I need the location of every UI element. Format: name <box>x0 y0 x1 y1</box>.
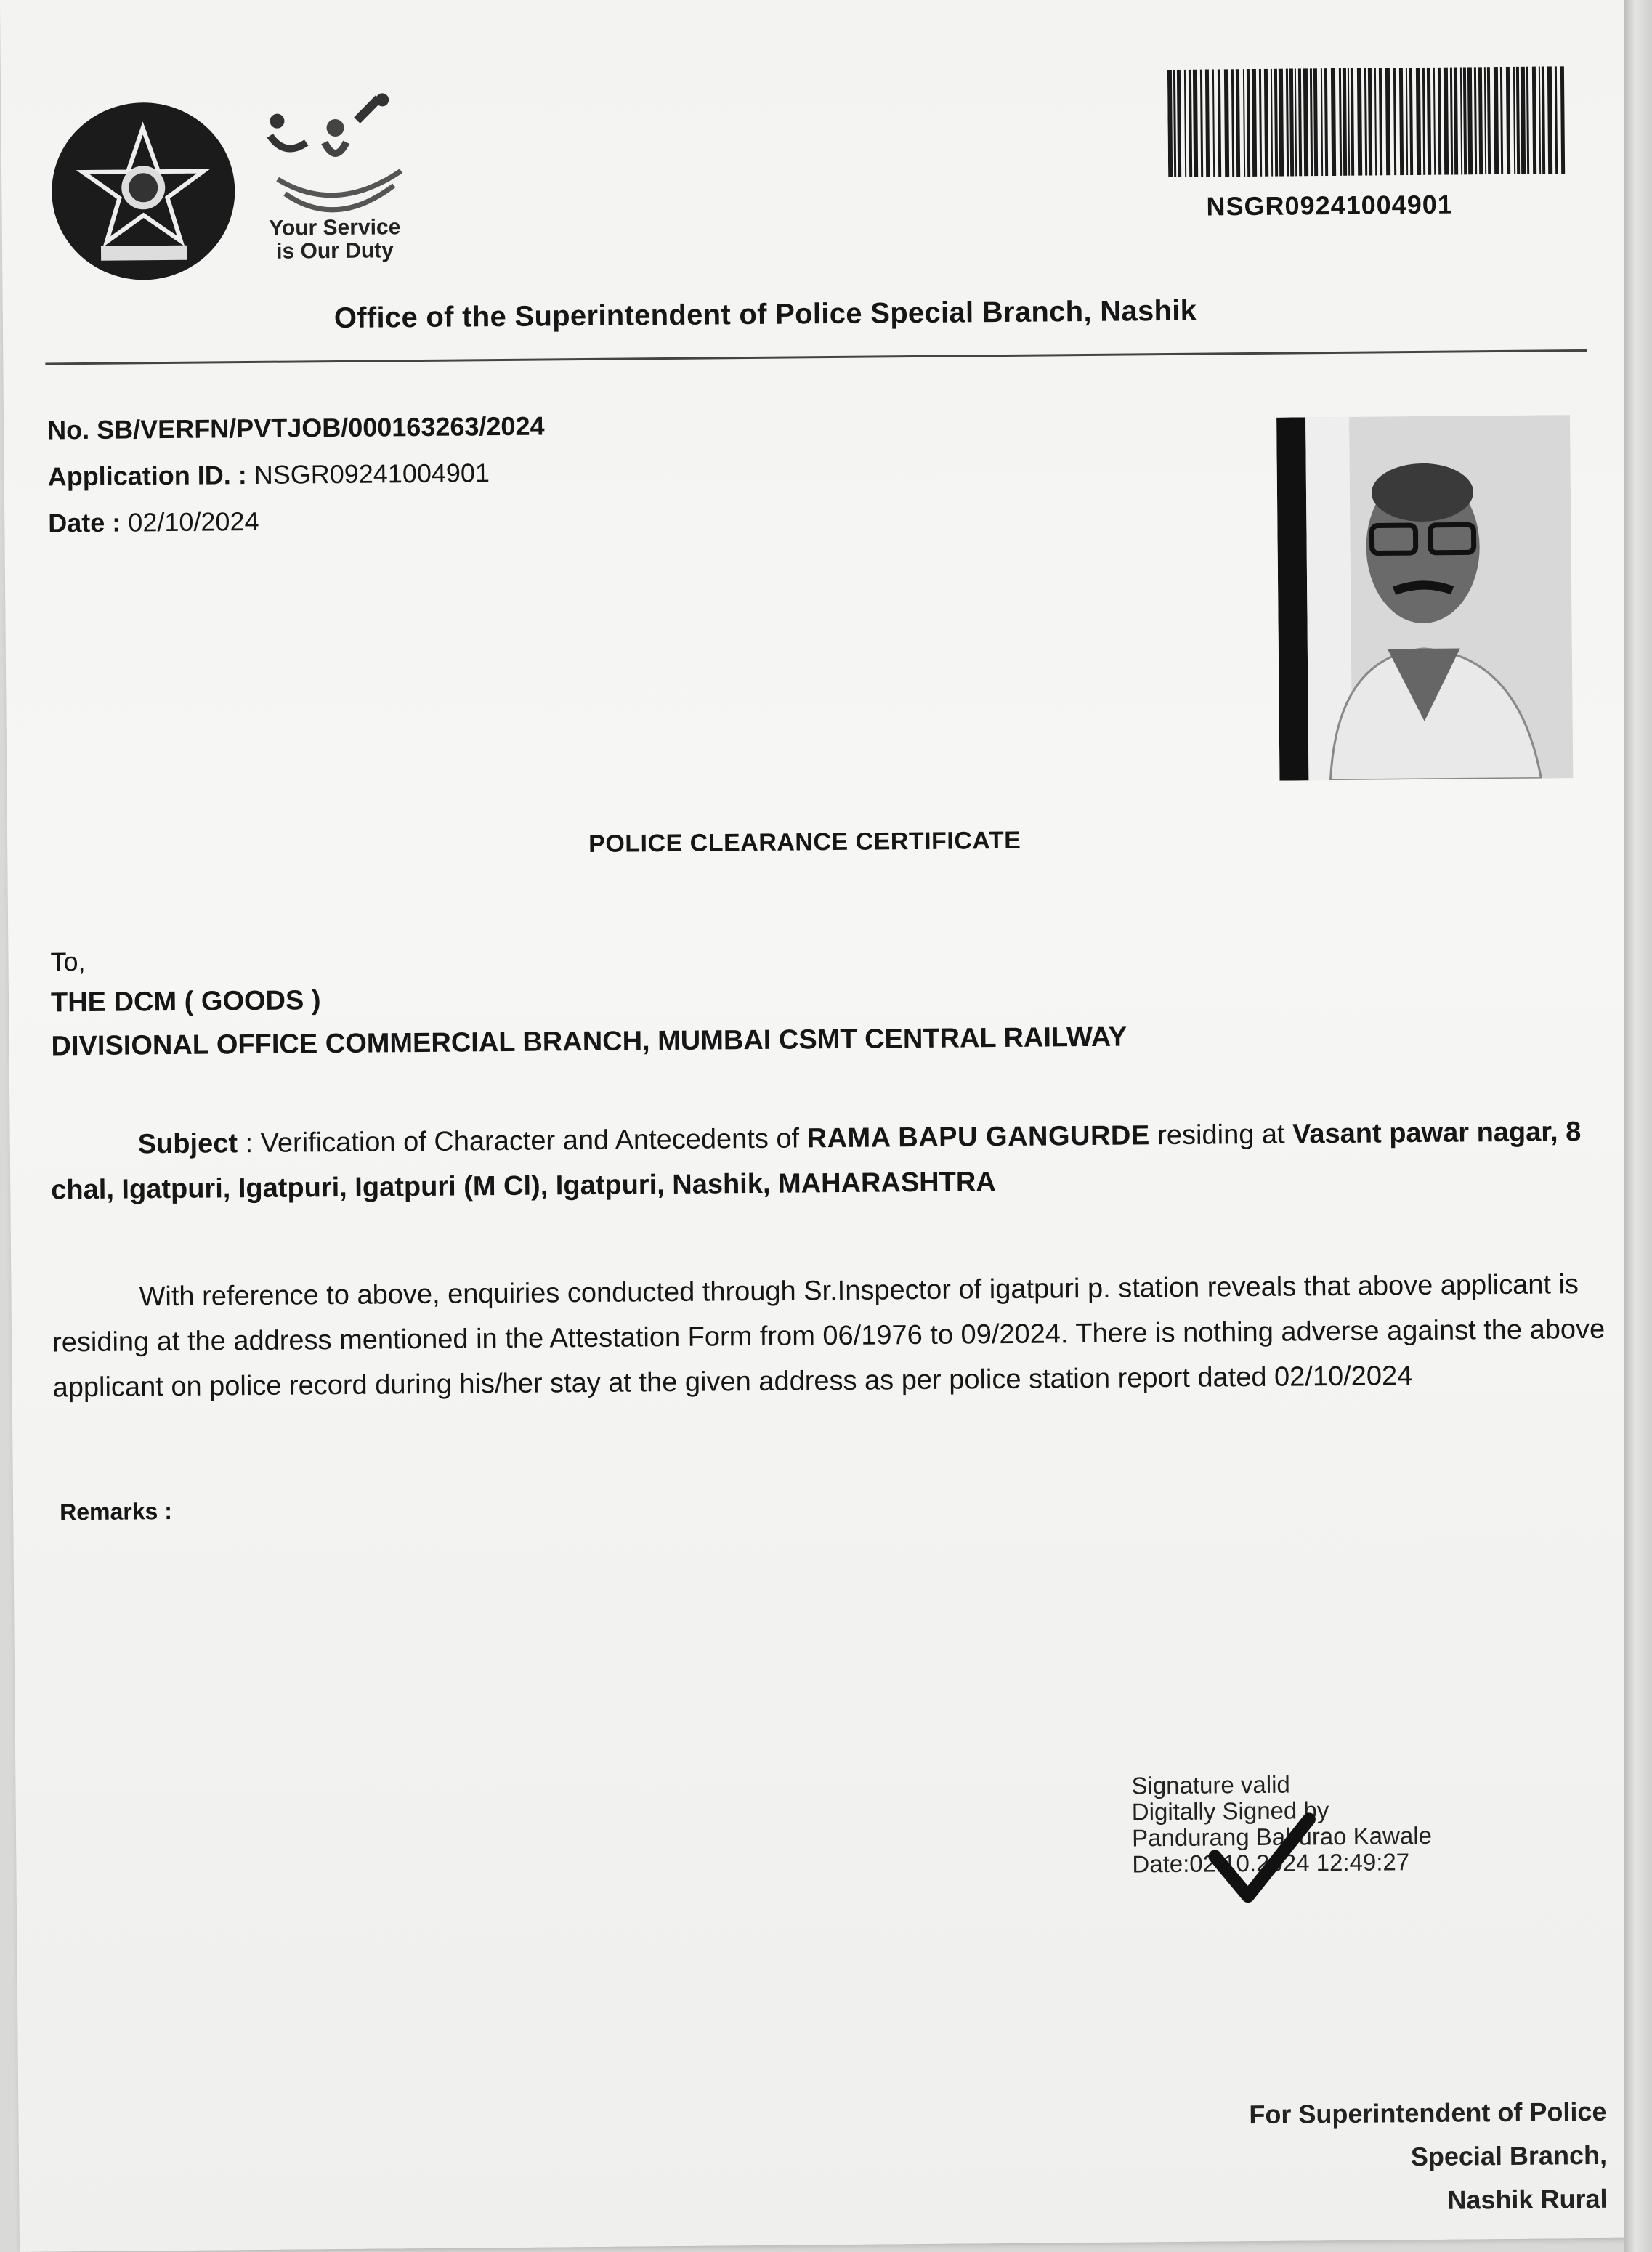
tagline <box>262 216 408 264</box>
barcode-bar <box>1218 69 1221 177</box>
barcode-bar <box>1532 67 1536 174</box>
barcode-bar <box>1467 67 1473 174</box>
barcode-bar <box>1560 66 1565 174</box>
barcode-bar <box>1343 68 1347 176</box>
authority-line-1: For Superintendent of Police <box>1249 2096 1607 2130</box>
barcode-bar <box>1321 68 1323 176</box>
barcode-bar <box>1339 68 1342 176</box>
barcode-bar <box>1547 66 1552 174</box>
barcode-bar <box>1399 68 1404 175</box>
barcode-bar <box>1368 68 1372 176</box>
certificate-title: POLICE CLEARANCE CERTIFICATE <box>588 826 1021 858</box>
barcode-bar <box>1513 67 1515 174</box>
application-id <box>48 458 490 492</box>
barcode-bar <box>1460 67 1462 174</box>
recipient-line-2: DIVISIONAL OFFICE COMMERCIAL BRANCH, MUMBAI CSMT CENTRAL RAILWAY <box>51 1021 1127 1062</box>
barcode-bar <box>1374 68 1377 175</box>
authority-line-2: Special Branch, <box>1410 2139 1608 2172</box>
barcode-bar <box>1173 70 1176 177</box>
authority-line-3: Nashik Rural <box>1447 2183 1608 2215</box>
barcode-bar <box>1274 69 1278 177</box>
barcode-bar <box>1298 68 1302 176</box>
barcode-bar <box>1231 69 1234 177</box>
barcode-bar <box>1393 68 1396 175</box>
barcode-bar <box>1310 68 1313 176</box>
barcode <box>1167 66 1569 177</box>
application-id-label: Application ID. : <box>47 460 247 492</box>
header-divider <box>45 349 1587 365</box>
tagline-line-1: Your Service <box>269 215 401 240</box>
barcode-bar <box>1313 68 1318 176</box>
barcode-bar <box>1542 66 1545 174</box>
applicant-address: Vasant pawar nagar, 8 chal, Igatpuri, Igatpuri, Igatpuri (M Cl), Igatpuri, Nashik, MAHARASHTRA <box>51 1117 1582 1206</box>
barcode-bar <box>1364 68 1367 176</box>
checkmark-icon <box>1207 1812 1317 1907</box>
barcode-bar <box>1193 70 1198 177</box>
barcode-bar <box>1177 70 1181 177</box>
maharashtra-police-logo <box>49 100 238 283</box>
barcode-bar <box>1348 68 1350 176</box>
verification-text: With reference to above, enquiries conducted through Sr.Inspector of igatpuri p. station reveals that above applicant is residing at the address mentioned in the Attestation Form from 06/1976 to 09/2024. There is nothing adverse against the above applicant on police record during his/her stay at the given address as per police station report dated 02/10/2024 <box>52 1269 1606 1404</box>
barcode-bar <box>1444 68 1449 175</box>
barcode-bar <box>1279 69 1284 177</box>
page-edge <box>1624 0 1652 2252</box>
barcode-bar <box>1357 68 1362 176</box>
signature-line-2: Digitally Signed by <box>1131 1797 1329 1826</box>
barcode-bar <box>1506 67 1510 174</box>
barcode-bar <box>1409 68 1413 175</box>
subject-label: Subject <box>137 1128 238 1160</box>
signature-line-4: Date:02.10.2024 12:49:27 <box>1132 1848 1410 1878</box>
issuing-authority <box>1195 2090 1608 2224</box>
barcode-bar <box>1463 67 1467 174</box>
barcode-bar <box>1478 67 1483 174</box>
application-id-value: NSGR09241004901 <box>254 458 490 490</box>
barcode-bar <box>1189 70 1192 177</box>
barcode-bar <box>1521 67 1526 174</box>
barcode-bar <box>1433 68 1436 175</box>
barcode-bar <box>1184 70 1186 177</box>
issue-date-value: 02/10/2024 <box>128 506 259 538</box>
signature-line-1: Signature valid <box>1131 1770 1290 1799</box>
barcode-bar <box>1259 69 1262 177</box>
barcode-bar <box>1271 69 1273 177</box>
barcode-bar <box>1289 68 1294 176</box>
barcode-bar <box>1236 69 1240 177</box>
subject-residing: residing at <box>1157 1119 1285 1151</box>
barcode-bar <box>1351 68 1354 176</box>
barcode-bar <box>1555 66 1558 174</box>
recipient-line-1: THE DCM ( GOODS ) <box>50 985 321 1018</box>
subject-prefix: : Verification of Character and Antecedents of <box>245 1123 800 1159</box>
barcode-bar <box>1205 69 1210 177</box>
issue-date <box>48 506 259 539</box>
barcode-bar <box>1252 69 1257 177</box>
applicant-photo <box>1276 415 1573 781</box>
issue-date-label: Date : <box>48 507 121 538</box>
barcode-bar <box>1286 69 1289 177</box>
signature-line-3: Pandurang Baburao Kawale <box>1131 1821 1433 1852</box>
barcode-bar <box>1454 67 1458 174</box>
subject-paragraph <box>50 1109 1606 1213</box>
barcode-bar <box>1331 68 1336 176</box>
barcode-bar <box>1500 67 1503 174</box>
barcode-bar <box>1416 68 1421 175</box>
remarks-label: Remarks : <box>60 1498 173 1526</box>
barcode-bar <box>1295 68 1297 176</box>
office-title: Office of the Superintendent of Police Special Branch, Nashik <box>333 294 1197 335</box>
barcode-bar <box>1474 67 1477 174</box>
reference-number-value: SB/VERFN/PVTJOB/000163263/2024 <box>97 410 545 445</box>
barcode-bar <box>1487 67 1491 174</box>
barcode-bar <box>1484 67 1486 174</box>
barcode-bar <box>1450 68 1453 175</box>
barcode-bar <box>1224 69 1229 177</box>
barcode-bar <box>1516 67 1520 174</box>
recipient-to: To, <box>50 947 86 977</box>
barcode-bar <box>1422 68 1425 175</box>
barcode-bar <box>1303 68 1308 176</box>
barcode-bar <box>1200 70 1203 177</box>
barcode-bar <box>1526 67 1529 174</box>
barcode-bar <box>1264 69 1268 177</box>
barcode-bar <box>1539 67 1541 174</box>
barcode-bar <box>1247 69 1250 177</box>
barcode-bar <box>1167 70 1173 177</box>
barcode-bar <box>1324 68 1328 176</box>
barcode-bar <box>1406 68 1408 175</box>
barcode-bar <box>1494 67 1499 174</box>
reference-number <box>47 410 545 445</box>
barcode-number: NSGR09241004901 <box>1206 189 1453 222</box>
barcode-bar <box>1243 69 1245 177</box>
barcode-bar <box>1212 69 1215 177</box>
reference-number-label: No. <box>46 414 90 445</box>
applicant-name: RAMA BAPU GANGURDE <box>806 1120 1150 1154</box>
barcode-bar <box>1438 68 1441 175</box>
tagline-line-2: is Our Duty <box>276 238 394 264</box>
barcode-bar <box>1379 68 1382 175</box>
barcode-bar <box>1427 68 1431 175</box>
barcode-bar <box>1385 68 1390 175</box>
verification-paragraph <box>52 1262 1608 1411</box>
